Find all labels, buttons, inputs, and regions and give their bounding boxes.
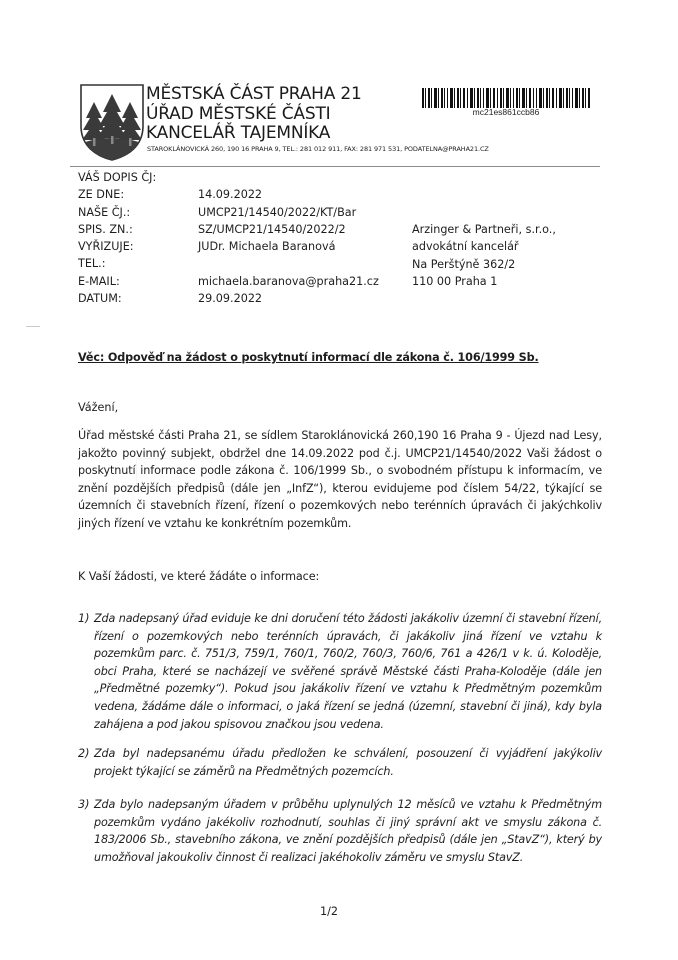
request-item <box>78 610 602 733</box>
request-number: 1) <box>78 612 90 625</box>
meta-label: NAŠE ČJ.: <box>78 205 131 219</box>
request-item <box>78 745 602 780</box>
org-address: STAROKLÁNOVICKÁ 260, 190 16 PRAHA 9, TEL.: 281 012 911, FAX: 281 971 531, PODATELNA@PRAHA21.CZ <box>147 145 489 153</box>
org-line-1: MĚSTSKÁ ČÁST PRAHA 21 <box>146 84 362 104</box>
fold-mark <box>26 326 40 327</box>
barcode-icon <box>422 88 590 108</box>
recipient-line: 110 00 Praha 1 <box>412 274 498 288</box>
reference-table <box>78 169 379 307</box>
organization-name <box>146 85 362 144</box>
meta-label: E-MAIL: <box>78 274 120 288</box>
recipient-line: Arzinger & Partneři, s.r.o., <box>412 223 556 236</box>
request-number: 3) <box>78 798 90 811</box>
meta-label: TEL.: <box>78 257 106 271</box>
meta-label: ZE DNE: <box>78 188 125 202</box>
meta-row-vyrizuje <box>78 238 379 255</box>
recipient-line: Na Perštýně 362/2 <box>412 257 516 271</box>
recipient-line: advokátní kancelář <box>412 240 519 254</box>
meta-value: UMCP21/14540/2022/KT/Bar <box>198 205 357 219</box>
meta-row-spis-zn <box>78 221 379 238</box>
subject-line: Věc: Odpověď na žádost o poskytnutí informací dle zákona č. 106/1999 Sb. <box>78 351 539 364</box>
meta-row-ze-dne <box>78 186 379 203</box>
request-item <box>78 796 602 866</box>
request-text: Zda bylo nadepsaným úřadem v průběhu uplynulých 12 měsíců ve vztahu k Předmětným pozemkům vydáno jakékoliv rozhodnutí, souhlas či jiný správní akt ve smyslu zákona č. 183/2006 Sb., stavebního zákona, ve znění pozdějších předpisů (dále jen „StavZ“), který by umožňoval jakoukoliv činnost či realizaci jakéhokoliv záměru ve smyslu StavZ. <box>94 798 602 864</box>
meta-value: 29.09.2022 <box>198 292 263 306</box>
barcode-text: mc21es861ccb86 <box>472 107 540 117</box>
body-paragraph: Úřad městské části Praha 21, se sídlem Staroklánovická 260,190 16 Praha 9 - Újezd nad Lesy, jakožto povinný subjekt, obdržel dne 14.09.2022 pod č.j. UMCP21/14540/2022 Vaši žádost o poskytnutí informace podle zákona č. 106/1999 Sb., o svobodném přístupu k informacím, ve znění pozdějších předpisů (dále jen „InfZ“), kterou evidujeme pod číslem 54/22, týkající se územních či stavebních řízení, řízení o pozemkových nebo terénních úpravách či jakýchkoliv jiných řízení ve vztahu ke konkrétním pozemkům. <box>78 429 602 530</box>
header-divider <box>70 166 600 167</box>
meta-label: SPIS. ZN.: <box>78 222 133 236</box>
meta-value: SZ/UMCP21/14540/2022/2 <box>198 222 346 236</box>
meta-row-vas-dopis <box>78 169 379 186</box>
meta-value: michaela.baranova@praha21.cz <box>198 274 379 288</box>
recipient-address <box>412 221 556 290</box>
meta-label: DATUM: <box>78 292 122 306</box>
request-text: Zda nadepsaný úřad eviduje ke dni doručení této žádosti jakákoliv územní či stavební řízení, řízení o pozemkových nebo terénních úpravách, či jakákoliv jiná řízení ve vztahu k pozemkům parc. č. 751/3, 759/1, 760/1, 760/2, 760/3, 760/6, 761 a 426/1 v k. ú. Koloděje, obci Praha, které se nacházejí ve svěřené správě Městské části Praha-Koloděje (dále jen „Předmětné pozemky“). Pokud jsou jakákoliv řízení ve vztahu k Předmětným pozemkům vedena, žádáme dále o informaci, o jaká řízení se jedná (územní, stavební či jiná), kdy byla zahájena a pod jakou spisovou značkou jsou vedena. <box>94 612 602 731</box>
meta-value: JUDr. Michaela Baranová <box>198 240 336 254</box>
org-line-2: ÚŘAD MĚSTSKÉ ČÁSTI <box>146 103 331 124</box>
page-number: 1/2 <box>320 905 339 918</box>
salutation: Vážení, <box>78 401 119 414</box>
request-text: Zda byl nadepsanému úřadu předložen ke schválení, posouzení či vyjádření jakýkoliv projekt týkající se záměrů na Předmětných pozemcích. <box>94 747 602 778</box>
meta-row-nase-cj <box>78 204 379 221</box>
meta-label: VYŘIZUJE: <box>78 240 134 254</box>
request-number: 2) <box>78 747 90 760</box>
meta-row-email <box>78 273 379 290</box>
org-line-3: KANCELÁŘ TAJEMNÍKA <box>146 123 331 143</box>
meta-value: 14.09.2022 <box>198 188 263 202</box>
body-paragraph: K Vaší žádosti, ve které žádáte o informace: <box>78 570 320 583</box>
meta-label: VÁŠ DOPIS ČJ: <box>78 171 157 184</box>
coat-of-arms-icon <box>78 82 146 162</box>
meta-row-tel <box>78 255 379 272</box>
meta-row-datum <box>78 290 379 307</box>
